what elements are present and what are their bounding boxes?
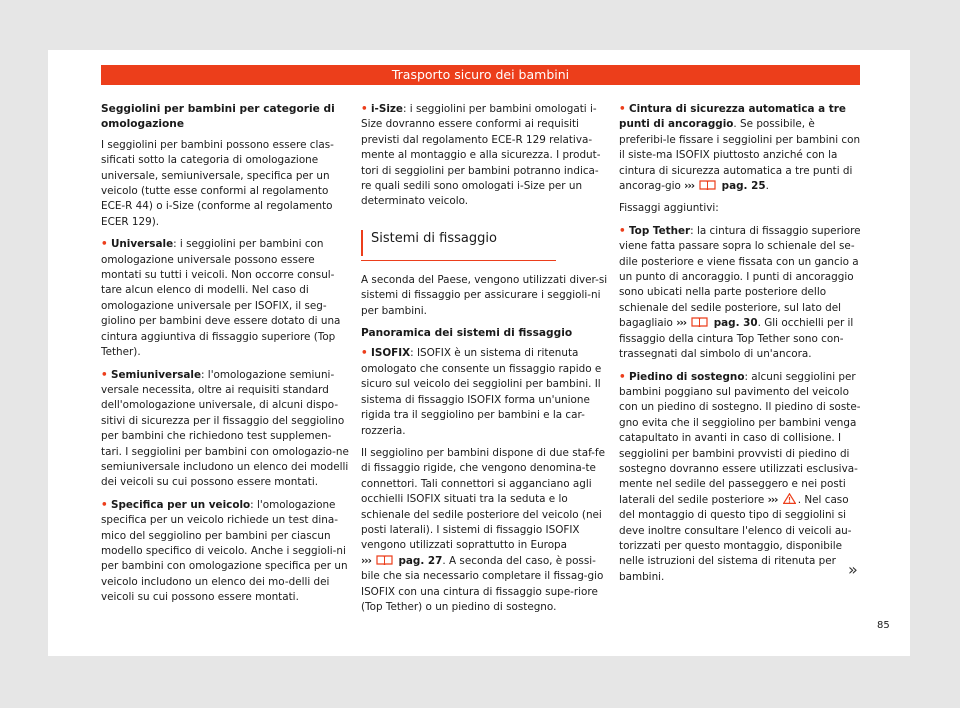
paragraph: Il seggiolino per bambini dispone di due staf-fe di fissaggio rigide, che vengono denomina-te connettori. Tali connettori si agganciano agli occhielli ISOFIX situati tra la seduta e lo schienale del sedile posteriore del veicolo (nei posti laterali). I sistemi di fissaggio ISOFIX vengono utilizzati soprattutto in Europa ››› pag. 27. A seconda del caso, è possi-bile che sia necessario completare il fissag-gio ISOFIX con una cintura di fissaggio supe-riore (Top Tether) o un piedino di sostegno. <box>361 446 605 613</box>
reference-arrow-icon: ››› <box>361 554 371 567</box>
column-1 <box>101 102 349 613</box>
list-item: • Cintura di sicurezza automatica a tre punti di ancoraggio. Se possibile, è preferibi-le fissare i seggiolini per bambini con il siste-ma ISOFIX piuttosto anziché con la cintura di sicurezza automatica a tre punti di ancorag-gio ››› pag. 25. <box>619 103 861 193</box>
page-number: 85 <box>877 620 890 631</box>
book-reference-icon <box>376 554 393 565</box>
subheading: Panoramica dei sistemi di fissaggio <box>361 327 573 340</box>
section-divider <box>361 260 556 261</box>
page-reference-link[interactable]: pag. 27 <box>398 554 443 567</box>
paragraph: Fissaggi aggiuntivi: <box>619 202 719 215</box>
bullet-icon: • <box>101 238 108 251</box>
intro-paragraph: I seggiolini per bambini possono essere clas-sificati sotto la categoria di omologazione universale, semiuniversale, specifica per un veicolo (tutte esse conformi al regolamento ECE-R 44) o i-Size (conforme al regolamento ECER 129). <box>101 138 334 228</box>
continue-arrow-icon: » <box>848 560 858 579</box>
reference-arrow-icon: ››› <box>684 180 695 193</box>
bullet-icon: • <box>619 224 626 237</box>
page-reference-link[interactable]: pag. 30 <box>713 317 758 330</box>
section-title: Sistemi di fissaggio <box>361 230 609 256</box>
section-heading: Seggiolini per bambini per categorie di omologazione <box>101 103 335 131</box>
list-item: • Universale: i seggiolini per bambini con omologazione universale possono essere montati su tutti i veicoli. Non occorre consul-tare alcun elenco di modelli. Nel caso di omologazione universale per ISOFIX, il seg-giolino per bambini deve essere dotato di una cintura aggiuntiva di fissaggio superiore (Top Tether). <box>101 238 341 359</box>
book-reference-icon <box>699 179 716 190</box>
book-reference-icon <box>691 316 708 327</box>
bullet-icon: • <box>101 498 108 511</box>
bullet-icon: • <box>361 347 368 360</box>
list-item: • Top Tether: la cintura di fissaggio superiore viene fatta passare sopra lo schienale del se-dile posteriore e viene fissata con un gancio a un punto di ancoraggio. I punti di ancoraggio sono ubicati nella parte posteriore dello schienale del sedile posteriore, sul lato del bagagliaio ››› pag. 30. Gli occhielli per il fissaggio della cintura Top Tether sono con-trassegnati dal simbolo di un'ancora. <box>619 224 861 361</box>
page-reference-link[interactable]: pag. 25 <box>721 180 766 193</box>
reference-arrow-icon: ››› <box>676 317 687 330</box>
bullet-icon: • <box>101 368 108 381</box>
list-item: • Piedino di sostegno: alcuni seggiolini per bambini poggiano sul pavimento del veicolo con un piedino di sostegno. Il piedino di soste-gno evita che il seggiolino per bambini venga catapultato in avanti in caso di collisione. I seggiolini per bambini provvisti di piedino di sostegno dovranno essere utilizzati esclusiva-mente nel sedile del passeggero e nei posti laterali del sedile posteriore ››› . Nel caso del montaggio di questo tipo di seggiolini si deve inoltre consultare l'elenco di veicoli au-torizzati per questo montaggio, disponibile nelle istruzioni del sistema di ritenuta per bambini. <box>619 370 861 583</box>
reference-arrow-icon: ››› <box>767 493 778 506</box>
bullet-icon: • <box>361 103 368 115</box>
column-2 <box>361 102 609 622</box>
list-item: • Specifica per un veicolo: l'omologazione specifica per un veicolo richiede un test dina-mico del seggiolino per bambini per ciascun modello specifico di veicolo. Anche i seggioli-ni per bambini con omologazione specifica per un veicolo includono un elenco dei mo-delli dei veicoli su cui possono essere montati. <box>101 498 348 604</box>
page-header-banner: Trasporto sicuro dei bambini <box>101 65 860 85</box>
paragraph: A seconda del Paese, vengono utilizzati diver-si sistemi di fissaggio per assicurare i seggioli-ni per bambini. <box>361 273 608 317</box>
list-item: • Semiuniversale: l'omologazione semiuni-versale necessita, oltre ai requisiti standard dell'omologazione universale, di alcuni dispo-sitivi di sicurezza per il fissaggio del seggiolino per bambini che richiedono test supplemen-tari. I seggiolini per bambini con omologazio-ne semiuniversale includono un elenco dei modelli dei veicoli su cui possono essere montati. <box>101 368 349 489</box>
column-3 <box>619 102 865 592</box>
list-item: • i-Size: i seggiolini per bambini omologati i-Size dovranno essere conformi ai requisiti previsti dal regolamento ECE-R 129 relativa-mente al montaggio e alla sicurezza. I produt-tori di seggiolini per bambini potranno indica-re quali sedili sono omologati i-Size per un determinato veicolo. <box>361 103 601 208</box>
warning-icon <box>783 493 796 504</box>
list-item: • ISOFIX: ISOFIX è un sistema di ritenuta omologato che consente un fissaggio rapido e sicuro sul veicolo dei seggiolini per bambini. Il sistema di fissaggio ISOFIX forma un'unione rigida tra il seggiolino per bambini e la car-rozzeria. <box>361 347 602 437</box>
bullet-icon: • <box>619 103 626 115</box>
bullet-icon: • <box>619 370 626 383</box>
